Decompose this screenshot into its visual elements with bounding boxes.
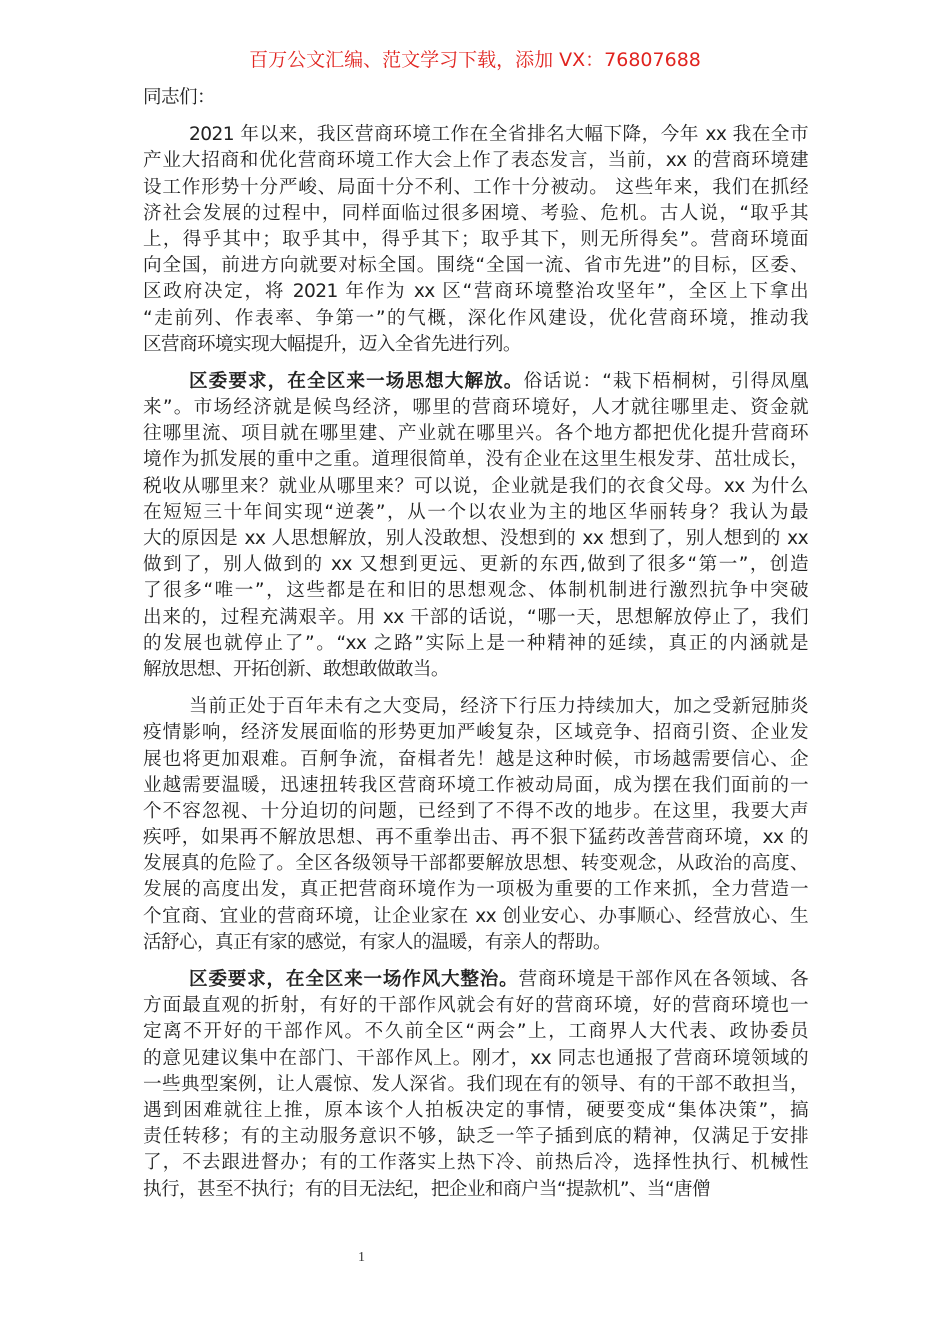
paragraph xyxy=(143,369,808,683)
paragraph-line xyxy=(143,1177,808,1203)
line-text: 当前正处于百年未有之大变局，经济下行压力持续加大，加之受新冠肺炎 xyxy=(189,696,808,718)
paragraph-line xyxy=(143,904,808,930)
line-text: 营商环境是干部作风在各领域、各 xyxy=(518,969,808,990)
paragraph xyxy=(143,967,808,1203)
paragraph-line xyxy=(143,967,808,993)
line-text: 2021 年以来，我区营商环境工作在全省排名大幅下降，今年 xx 我在全市 xyxy=(189,124,808,146)
line-text: 个不容忽视、十分迫切的问题，已经到了不得不改的地步。在这里，我要大声 xyxy=(143,800,808,822)
paragraph-line xyxy=(143,148,808,174)
paragraph-line xyxy=(143,526,808,552)
line-text: 在短短三十年间实现“逆袭”，从一个以农业为主的地区华丽转身？我认为最 xyxy=(143,501,808,523)
line-text: 产业大招商和优化营商环境工作大会上作了表态发言，当前，xx 的营商环境建 xyxy=(143,150,808,172)
line-text: 上，得乎其中；取乎其中，得乎其下；取乎其下，则无所得矣”。营商环境面 xyxy=(143,228,808,250)
paragraph xyxy=(143,122,808,358)
download-banner: 百万公文汇编、范文学习下载，添加 VX：76807688 xyxy=(249,49,701,71)
line-text: 发展的高度出发，真正把营商环境作为一项极为重要的工作来抓，全力营造一 xyxy=(143,879,808,901)
line-text: 疫情影响，经济发展面临的形势更加严峻复杂，区域竞争、招商引资、企业发 xyxy=(143,722,808,744)
line-text: 遇到困难就往上推，原本该个人拍板决定的事情，硬要变成“集体决策”，搞 xyxy=(143,1099,808,1121)
paragraph-line xyxy=(143,552,808,578)
line-text: 往哪里流、项目就在哪里建、产业就在哪里兴。各个地方都把优化提升营商环 xyxy=(143,423,808,445)
line-text: 设工作形势十分严峻、局面十分不利、工作十分被动。 这些年来，我们在抓经 xyxy=(143,176,808,198)
paragraph-line xyxy=(143,851,808,877)
line-text: 个宜商、宜业的营商环境，让企业家在 xx 创业安心、办事顺心、经营放心、生 xyxy=(143,905,808,927)
paragraph-line xyxy=(143,1072,808,1098)
line-text: 税收从哪里来？就业从哪里来？可以说，企业就是我们的衣食父母。xx 为什么 xyxy=(143,475,808,497)
paragraph-line xyxy=(143,369,808,395)
line-text: 境作为抓发展的重中之重。道理很简单，没有企业在这里生根发芽、茁壮成长， xyxy=(143,449,808,471)
paragraph-line xyxy=(143,694,808,720)
line-text: 做到了，别人做到的 xx 又想到更远、更新的东西,做到了很多“第一”，创造 xyxy=(143,554,808,576)
paragraph-line xyxy=(143,500,808,526)
paragraph-line xyxy=(143,773,808,799)
line-text: 了很多“唯一”，这些都是在和旧的思想观念、体制机制进行激烈抗争中突破 xyxy=(143,580,808,602)
line-text: 方面最直观的折射，有好的干部作风就会有好的营商环境，好的营商环境也一 xyxy=(143,995,808,1017)
paragraph-line xyxy=(143,332,808,358)
line-text: 展也将更加艰难。百舸争流，奋楫者先！越是这种时候，市场越需要信心、企 xyxy=(143,748,808,770)
line-text: 出来的，过程充满艰辛。用 xx 干部的话说，“哪一天，思想解放停止了，我们 xyxy=(143,606,808,628)
line-text: 俗话说：“栽下梧桐树，引得凤凰 xyxy=(523,370,808,392)
line-text: 来”。市场经济就是候鸟经济，哪里的营商环境好，人才就往哪里走、资金就 xyxy=(143,397,808,419)
paragraph-lead: 区委要求，在全区来一场思想大解放。 xyxy=(189,370,524,392)
line-text: 济社会发展的过程中，同样面临过很多困境、考验、危机。古人说，“取乎其 xyxy=(143,202,808,224)
document-body xyxy=(143,85,808,1214)
paragraph xyxy=(143,694,808,956)
paragraph-line xyxy=(143,1019,808,1045)
paragraph-line xyxy=(143,279,808,305)
line-text: 一些典型案例，让人震惊、发人深省。我们现在有的领导、有的干部不敢担当， xyxy=(143,1073,808,1095)
line-text: 的发展也就停止了”。“xx 之路”实际上是一种精神的延续，真正的内涵就是 xyxy=(143,632,808,654)
paragraph-line xyxy=(143,1046,808,1072)
paragraph-line xyxy=(143,474,808,500)
line-text: 向全国，前进方向就要对标全国。围绕“全国一流、省市先进”的目标，区委、 xyxy=(143,255,808,277)
line-text: 了，不去跟进督办；有的工作落实上热下冷、前热后冷，选择性执行、机械性 xyxy=(143,1152,808,1174)
paragraph-line xyxy=(143,421,808,447)
paragraph-line xyxy=(143,657,808,683)
line-text: 大的原因是 xx 人思想解放，别人没敢想、没想到的 xx 想到了，别人想到的 xx xyxy=(143,528,808,549)
line-text: 定离不开好的干部作风。不久前全区“两会”上，工商界人大代表、政协委员 xyxy=(143,1021,808,1043)
paragraph-line xyxy=(143,605,808,631)
line-text: 发展真的危险了。全区各级领导干部都要解放思想、转变观念，从政治的高度、 xyxy=(143,853,808,875)
paragraph-line xyxy=(143,1098,808,1124)
paragraph-line xyxy=(143,447,808,473)
paragraph-line xyxy=(143,253,808,279)
paragraph-line xyxy=(143,227,808,253)
paragraph-line xyxy=(143,747,808,773)
paragraph-line xyxy=(143,631,808,657)
paragraph-line xyxy=(143,720,808,746)
paragraph-line xyxy=(143,578,808,604)
line-text: 区营商环境实现大幅提升，迈入全省先进行列。 xyxy=(143,333,521,355)
paragraph-line xyxy=(143,306,808,332)
paragraph-line xyxy=(143,930,808,956)
paragraph-line xyxy=(143,122,808,148)
paragraph-line xyxy=(143,201,808,227)
salutation: 同志们： xyxy=(143,87,215,108)
paragraph-line xyxy=(143,175,808,201)
line-text: “走前列、作表率、争第一”的气概，深化作风建设，优化营商环境，推动我 xyxy=(143,307,808,329)
line-text: 疾呼，如果再不解放思想、再不重拳出击、再不狠下猛药改善营商环境，xx 的 xyxy=(143,827,808,849)
paragraph-line xyxy=(143,825,808,851)
line-text: 责任转移；有的主动服务意识不够，缺乏一竿子插到底的精神，仅满足于安排 xyxy=(143,1126,808,1148)
paragraph-line xyxy=(143,1150,808,1176)
line-text: 区政府决定，将 2021 年作为 xx 区“营商环境整治攻坚年”，全区上下拿出 xyxy=(143,281,808,303)
paragraph-line xyxy=(143,993,808,1019)
paragraph-lead: 区委要求，在全区来一场作风大整治。 xyxy=(189,969,519,990)
line-text: 执行，甚至不执行；有的目无法纪，把企业和商户当“提款机”、当“唐僧 xyxy=(143,1178,710,1200)
paragraph-line xyxy=(143,395,808,421)
line-text: 解放思想、开拓创新、敢想敢做敢当。 xyxy=(143,658,449,680)
paragraph-line xyxy=(143,1124,808,1150)
line-text: 业越需要温暖，迅速扭转我区营商环境工作被动局面，成为摆在我们面前的一 xyxy=(143,774,808,796)
line-text: 活舒心，真正有家的感觉，有家人的温暖，有亲人的帮助。 xyxy=(143,931,611,953)
page-number: 1 xyxy=(358,1250,365,1265)
paragraph-line xyxy=(143,799,808,825)
paragraph-line xyxy=(143,877,808,903)
line-text: 的意见建议集中在部门、干部作风上。刚才，xx 同志也通报了营商环境领域的 xyxy=(143,1047,808,1069)
